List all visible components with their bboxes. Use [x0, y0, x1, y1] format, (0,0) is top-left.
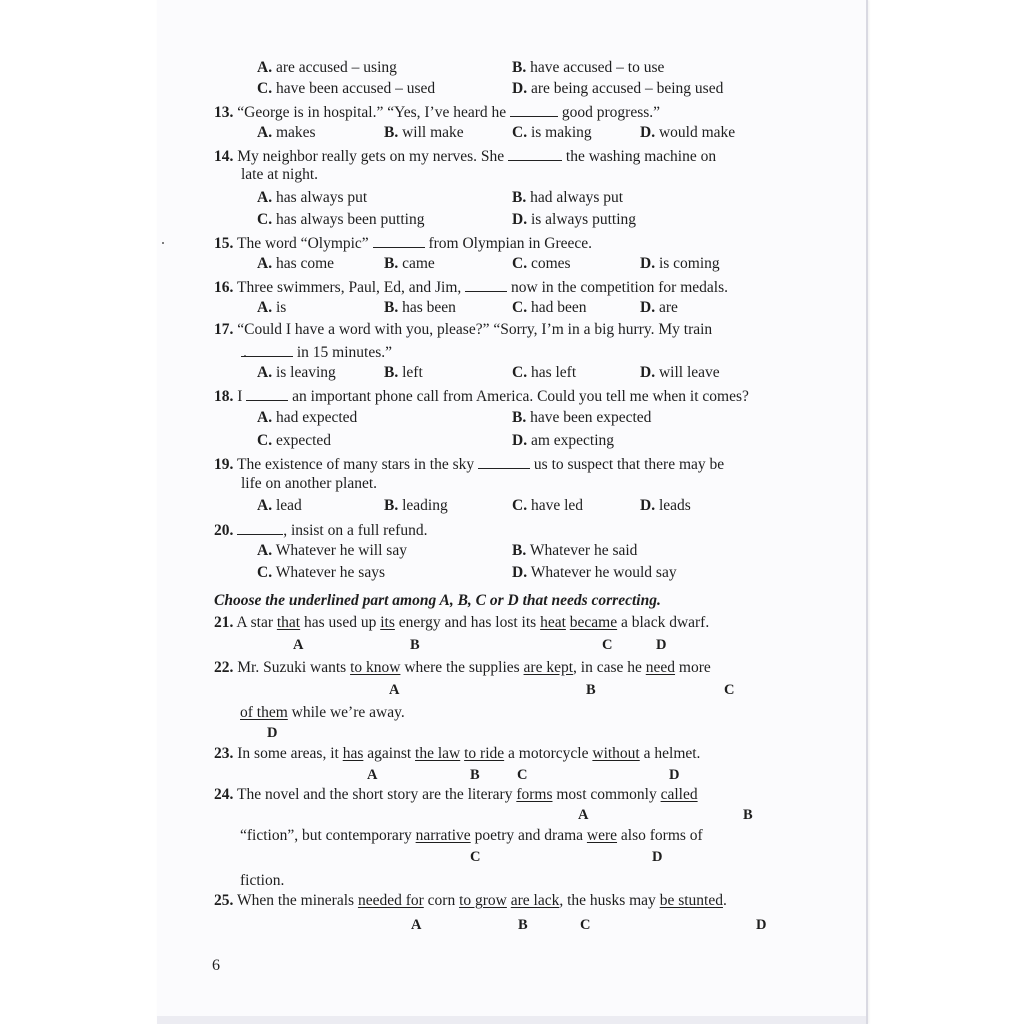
q22-mark-a: A — [389, 682, 400, 698]
q16-option-c: C. had been — [512, 299, 587, 316]
q15-stem: 15. The word “Olympic” from Olympian in Greece. — [214, 235, 593, 252]
q24-sentence-line2: “fiction”, but contemporary narrative poetry and drama were also forms of — [240, 827, 703, 844]
q16-stem: 16. Three swimmers, Paul, Ed, and Jim, now in the competition for medals. — [214, 279, 728, 296]
q15-option-b: B. came — [384, 255, 435, 272]
q15-option-d: D. is coming — [640, 255, 720, 272]
q24-mark-d: D — [652, 849, 663, 865]
q14-stem-line2: late at night. — [241, 166, 319, 183]
q20-option-c: C. Whatever he says — [257, 564, 385, 581]
q22-sentence: 22. Mr. Suzuki wants to know where the supplies are kept, in case he need more — [214, 659, 711, 676]
q17-stem: 17. “Could I have a word with you, please?” “Sorry, I’m in a big hurry. My train — [214, 321, 713, 338]
q18-option-a: A. had expected — [257, 409, 358, 426]
q21-sentence: 21. A star that has used up its energy and has lost its heat became a black dwarf. — [214, 614, 710, 631]
q16-option-d: D. are — [640, 299, 678, 316]
q19-option-c: C. have led — [512, 497, 584, 514]
q18-option-b: B. have been expected — [512, 409, 652, 426]
q19-option-a: A. lead — [257, 497, 302, 514]
q13-option-c: C. is making — [512, 124, 592, 141]
q15-option-a: A. has come — [257, 255, 335, 272]
q12-option-b: B. have accused – to use — [512, 59, 665, 76]
q20-stem: 20. , insist on a full refund. — [214, 522, 428, 539]
q17-stem-line2: in 15 minutes.” — [241, 342, 392, 362]
q12-option-d: D. are being accused – being used — [512, 80, 724, 97]
q14-option-c: C. has always been putting — [257, 211, 425, 228]
q21-mark-b: B — [410, 637, 420, 653]
q25-mark-d: D — [756, 917, 767, 933]
q25-sentence: 25. When the minerals needed for corn to grow are lack, the husks may be stunted. — [214, 892, 727, 909]
q19-stem: 19. The existence of many stars in the sky us to suspect that there may be — [214, 456, 725, 473]
q23-sentence: 23. In some areas, it has against the law to ride a motorcycle without a helmet. — [214, 745, 701, 762]
q13-option-d: D. would make — [640, 124, 736, 141]
q25-mark-c: C — [580, 917, 591, 933]
q22-mark-b: B — [586, 682, 596, 698]
q24-sentence-line3: fiction. — [240, 872, 285, 889]
q21-mark-c: C — [602, 637, 613, 653]
q19-option-b: B. leading — [384, 497, 448, 514]
page-edge — [157, 1016, 866, 1024]
q17-option-d: D. will leave — [640, 364, 720, 381]
q22-mark-c: C — [724, 682, 735, 698]
q18-option-d: D. am expecting — [512, 432, 615, 449]
q22-sentence-line2: of them while we’re away. — [240, 704, 405, 721]
q24-sentence: 24. The novel and the short story are the literary forms most commonly called — [214, 786, 698, 803]
q24-mark-c: C — [470, 849, 481, 865]
q17-option-c: C. has left — [512, 364, 577, 381]
q25-mark-b: B — [518, 917, 528, 933]
q20-option-a: A. Whatever he will say — [257, 542, 407, 559]
page-number: 6 — [212, 957, 220, 974]
q20-option-d: D. Whatever he would say — [512, 564, 677, 581]
q18-stem: 18. I an important phone call from America. Could you tell me when it comes? — [214, 388, 749, 405]
q12-option-c: C. have been accused – used — [257, 80, 436, 97]
q15-option-c: C. comes — [512, 255, 571, 272]
q23-mark-c: C — [517, 767, 528, 783]
q13-option-b: B. will make — [384, 124, 464, 141]
q23-mark-a: A — [367, 767, 378, 783]
q18-option-c: C. expected — [257, 432, 332, 449]
q14-option-d: D. is always putting — [512, 211, 637, 228]
q21-mark-a: A — [293, 637, 304, 653]
q19-option-d: D. leads — [640, 497, 691, 514]
q13-stem: 13. “George is in hospital.” “Yes, I’ve heard he good progress.” — [214, 104, 661, 121]
q25-mark-a: A — [411, 917, 422, 933]
q24-mark-b: B — [743, 807, 753, 823]
q14-stem: 14. My neighbor really gets on my nerves. She the washing machine on — [214, 148, 717, 165]
q23-mark-d: D — [669, 767, 680, 783]
q24-mark-a: A — [578, 807, 589, 823]
speck — [162, 242, 164, 244]
q22-mark-d: D — [267, 725, 278, 741]
q14-option-b: B. had always put — [512, 189, 624, 206]
q13-option-a: A. makes — [257, 124, 316, 141]
q19-stem-line2: life on another planet. — [241, 475, 378, 492]
section-instruction: Choose the underlined part among A, B, C or D that needs correcting. — [214, 592, 661, 609]
q20-option-b: B. Whatever he said — [512, 542, 638, 559]
q16-option-b: B. has been — [384, 299, 456, 316]
q21-mark-d: D — [656, 637, 667, 653]
q14-option-a: A. has always put — [257, 189, 368, 206]
q16-option-a: A. is — [257, 299, 287, 316]
q17-option-b: B. left — [384, 364, 423, 381]
q12-option-a: A. are accused – using — [257, 59, 397, 76]
q23-mark-b: B — [470, 767, 480, 783]
q17-option-a: A. is leaving — [257, 364, 336, 381]
